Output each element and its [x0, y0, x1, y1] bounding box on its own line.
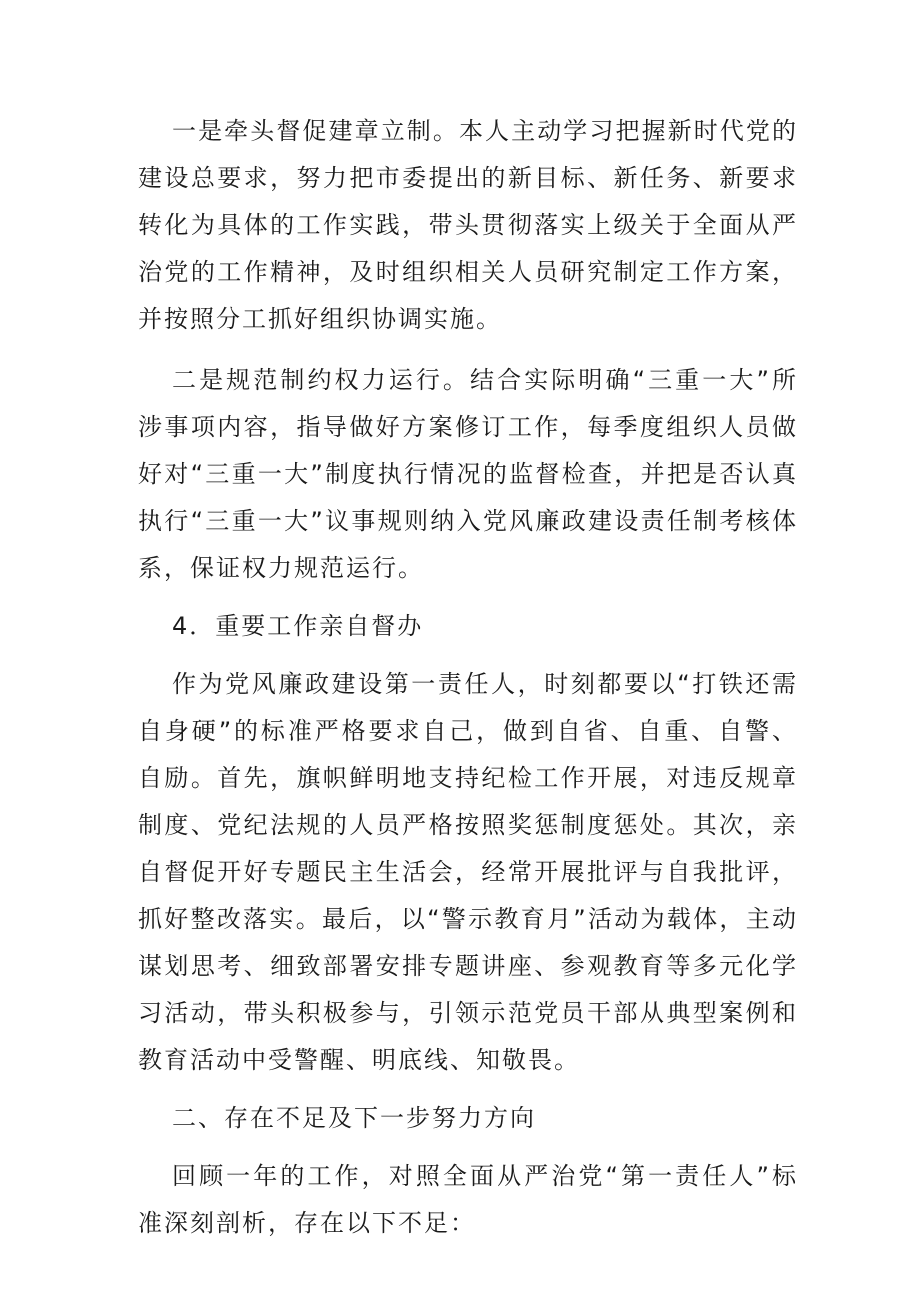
paragraph-rules-establishment: 一是牵头督促建章立制。本人主动学习把握新时代党的建设总要求，努力把市委提出的新目标、新任务、新要求转化为具体的工作实践，带头贯彻落实上级关于全面从严治党的工作精神，及时组织相关人员研究制定工作方案，并按照分工抓好组织协调实施。	[138, 117, 798, 333]
paragraph-power-regulation: 二是规范制约权力运行。结合实际明确“三重一大”所涉事项内容，指导做好方案修订工作，每季度组织人员做好对“三重一大”制度执行情况的监督检查，并把是否认真执行“三重一大”议事规则纳入党风廉政建设责任制考核体系，保证权力规范运行。	[138, 366, 798, 582]
section-heading-supervision: 4．重要工作亲自督办	[172, 612, 424, 640]
paragraph-review: 回顾一年的工作，对照全面从严治党“第一责任人”标准深刻剖析，存在以下不足：	[138, 1162, 798, 1237]
section-heading-shortcomings: 二、存在不足及下一步努力方向	[172, 1104, 536, 1132]
document-body	[138, 108, 798, 1247]
paragraph-first-responsible-person: 作为党风廉政建设第一责任人，时刻都要以“打铁还需自身硬”的标准严格要求自己，做到自省、自重、自警、自励。首先，旗帜鲜明地支持纪检工作开展，对违反规章制度、党纪法规的人员严格按照奖惩制度惩处。其次，亲自督促开好专题民主生活会，经常开展批评与自我批评，抓好整改落实。最后，以“警示教育月”活动为载体，主动谋划思考、细致部署安排专题讲座、参观教育等多元化学习活动，带头积极参与，引领示范党员干部从典型案例和教育活动中受警醒、明底线、知敬畏。	[138, 670, 798, 1074]
